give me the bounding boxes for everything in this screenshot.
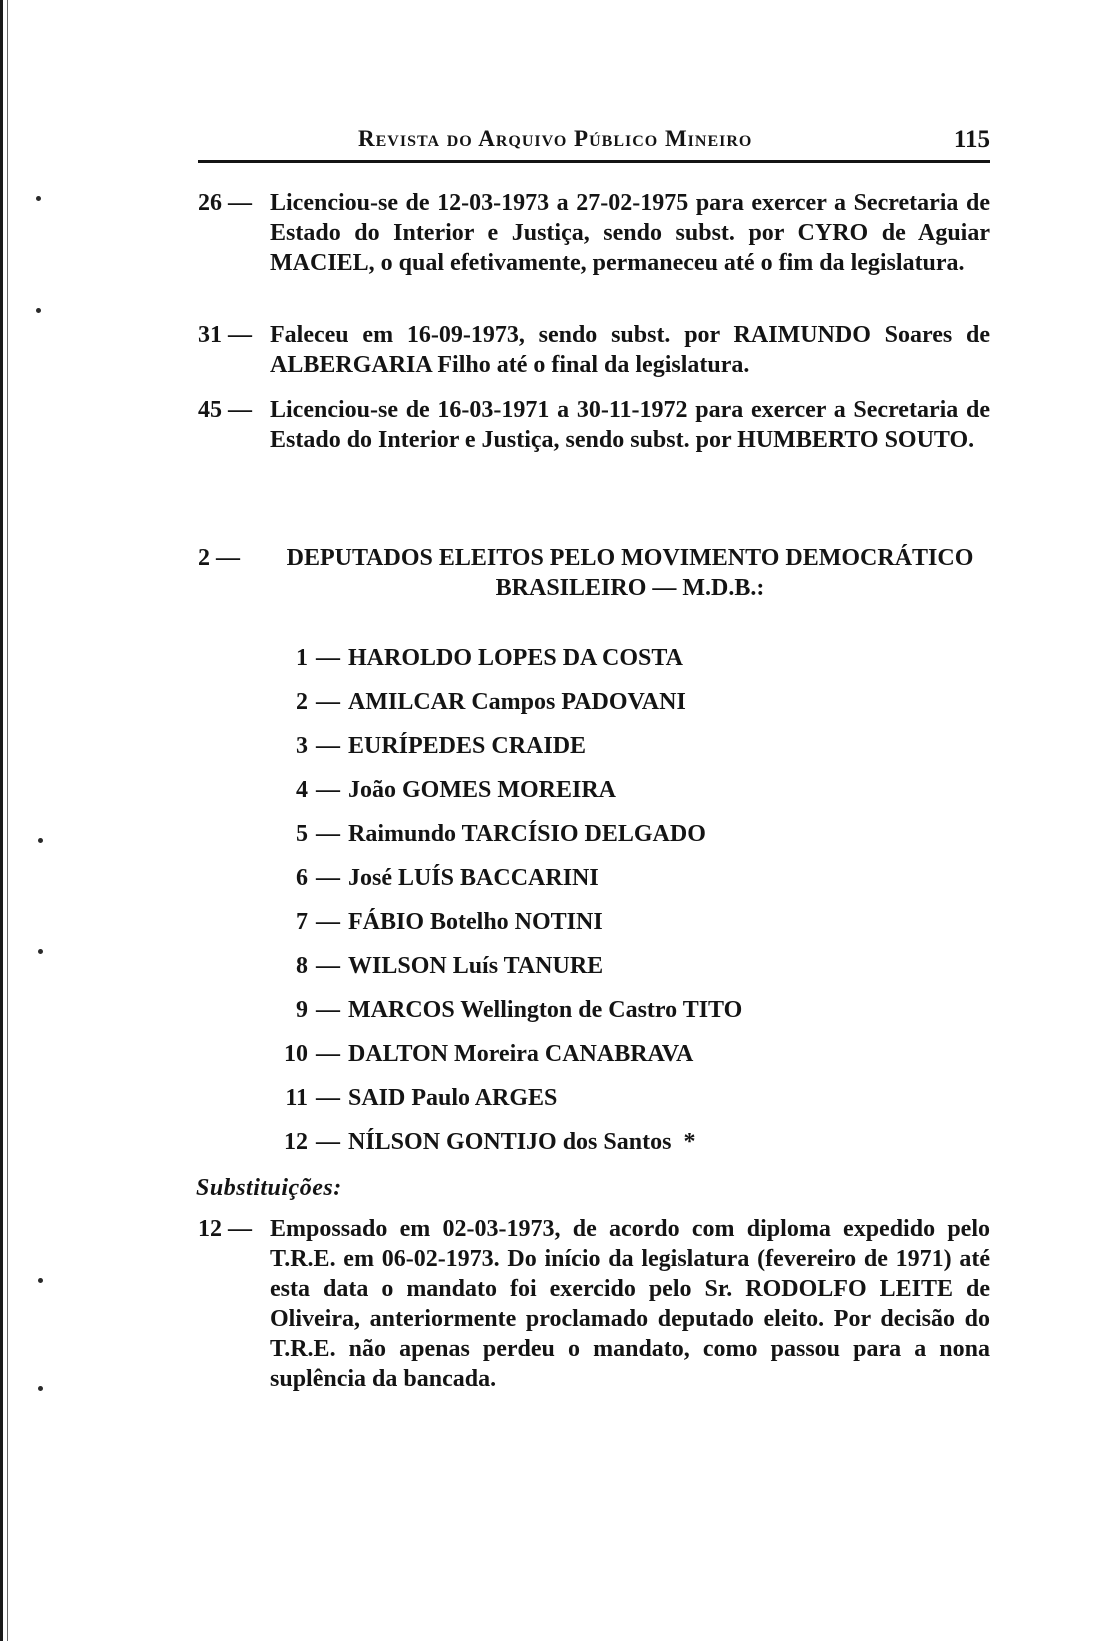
list-item: 3 — EURÍPEDES CRAIDE <box>296 733 587 759</box>
deputy-name: AMILCAR Campos PADOVANI <box>348 689 686 715</box>
deputy-name: João GOMES MOREIRA <box>348 777 617 803</box>
section-title: DEPUTADOS ELEITOS PELO MOVIMENTO DEMOCRÁTICO BRASILEIRO — M.D.B.: <box>286 545 974 601</box>
list-item: 9 — MARCOS Wellington de Castro TITO <box>296 997 743 1023</box>
note-26 <box>198 188 990 278</box>
deputy-name: DALTON Moreira CANABRAVA <box>348 1041 694 1067</box>
list-item: 4 — João GOMES MOREIRA <box>296 777 617 803</box>
note-text: Licenciou-se de 12-03-1973 a 27-02-1975 para exercer a Secretaria de Estado do Interior e Justiça, sendo subst. por CYRO de Aguiar MACIEL, o qual efetivamente, permaneceu até o fim da legislatura. <box>270 190 990 276</box>
deputy-name: SAID Paulo ARGES <box>348 1085 558 1111</box>
print-speck <box>36 308 41 313</box>
running-header <box>198 126 990 162</box>
list-item: 2 — AMILCAR Campos PADOVANI <box>296 689 686 715</box>
footnote-mark: * <box>683 1129 696 1155</box>
list-item: 10 — DALTON Moreira CANABRAVA <box>284 1041 694 1067</box>
section-number: 2 — <box>198 545 240 571</box>
list-item: 1 — HAROLDO LOPES DA COSTA <box>296 645 683 671</box>
journal-title: Revista do Arquivo Público Mineiro <box>358 126 753 151</box>
list-item: 8 — WILSON Luís TANURE <box>296 953 604 979</box>
note-45 <box>198 395 990 455</box>
deputy-name: FÁBIO Botelho NOTINI <box>348 909 603 935</box>
note-number: 45 — <box>198 397 252 423</box>
list-item: 12 — NÍLSON GONTIJO dos Santos * <box>284 1129 696 1155</box>
header-rule <box>198 160 990 163</box>
note-number: 12 — <box>198 1216 252 1242</box>
deputy-name: EURÍPEDES CRAIDE <box>348 733 587 759</box>
note-number: 31 — <box>198 322 252 348</box>
note-text: Licenciou-se de 16-03-1971 a 30-11-1972 para exercer a Secretaria de Estado do Interior e Justiça, sendo subst. por HUMBERTO SOUTO. <box>270 397 990 453</box>
deputy-name: Raimundo TARCÍSIO DELGADO <box>348 821 706 847</box>
deputy-name: MARCOS Wellington de Castro TITO <box>348 997 743 1023</box>
deputies-list <box>262 636 982 1164</box>
print-speck <box>38 1278 43 1283</box>
page-number: 115 <box>953 126 990 153</box>
substitutions-label: Substituições: <box>196 1175 342 1201</box>
list-item: 7 — FÁBIO Botelho NOTINI <box>296 909 603 935</box>
deputy-name: HAROLDO LOPES DA COSTA <box>348 645 683 671</box>
note-text: Empossado em 02-03-1973, de acordo com diploma expedido pelo T.R.E. em 06-02-1973. Do início da legislatura (fevereiro de 1971) até esta data o mandato foi exercido pelo Sr. RODOLFO LEITE de Oliveira, anteriormente proclamado deputado eleito. Por decisão do T.R.E. não apenas perdeu o mandato, como passou para a nona suplência da bancada. <box>270 1216 990 1392</box>
deputy-name: NÍLSON GONTIJO dos Santos <box>348 1129 672 1155</box>
note-text: Faleceu em 16-09-1973, sendo subst. por RAIMUNDO Soares de ALBERGARIA Filho até o final da legislatura. <box>270 322 990 378</box>
print-speck <box>38 1386 43 1391</box>
page-binding-edge <box>0 0 3 1641</box>
note-31 <box>198 320 990 380</box>
print-speck <box>36 196 41 201</box>
note-number: 26 — <box>198 190 252 216</box>
section-heading <box>198 543 990 603</box>
deputy-name: WILSON Luís TANURE <box>348 953 604 979</box>
print-speck <box>38 949 43 954</box>
list-item: 11 — SAID Paulo ARGES <box>285 1085 558 1111</box>
page-binding-shadow <box>7 0 8 1641</box>
list-item: 5 — Raimundo TARCÍSIO DELGADO <box>296 821 706 847</box>
list-item: 6 — José LUÍS BACCARINI <box>296 865 599 891</box>
deputy-name: José LUÍS BACCARINI <box>348 865 599 891</box>
substitution-note-12 <box>198 1214 990 1394</box>
print-speck <box>38 838 43 843</box>
